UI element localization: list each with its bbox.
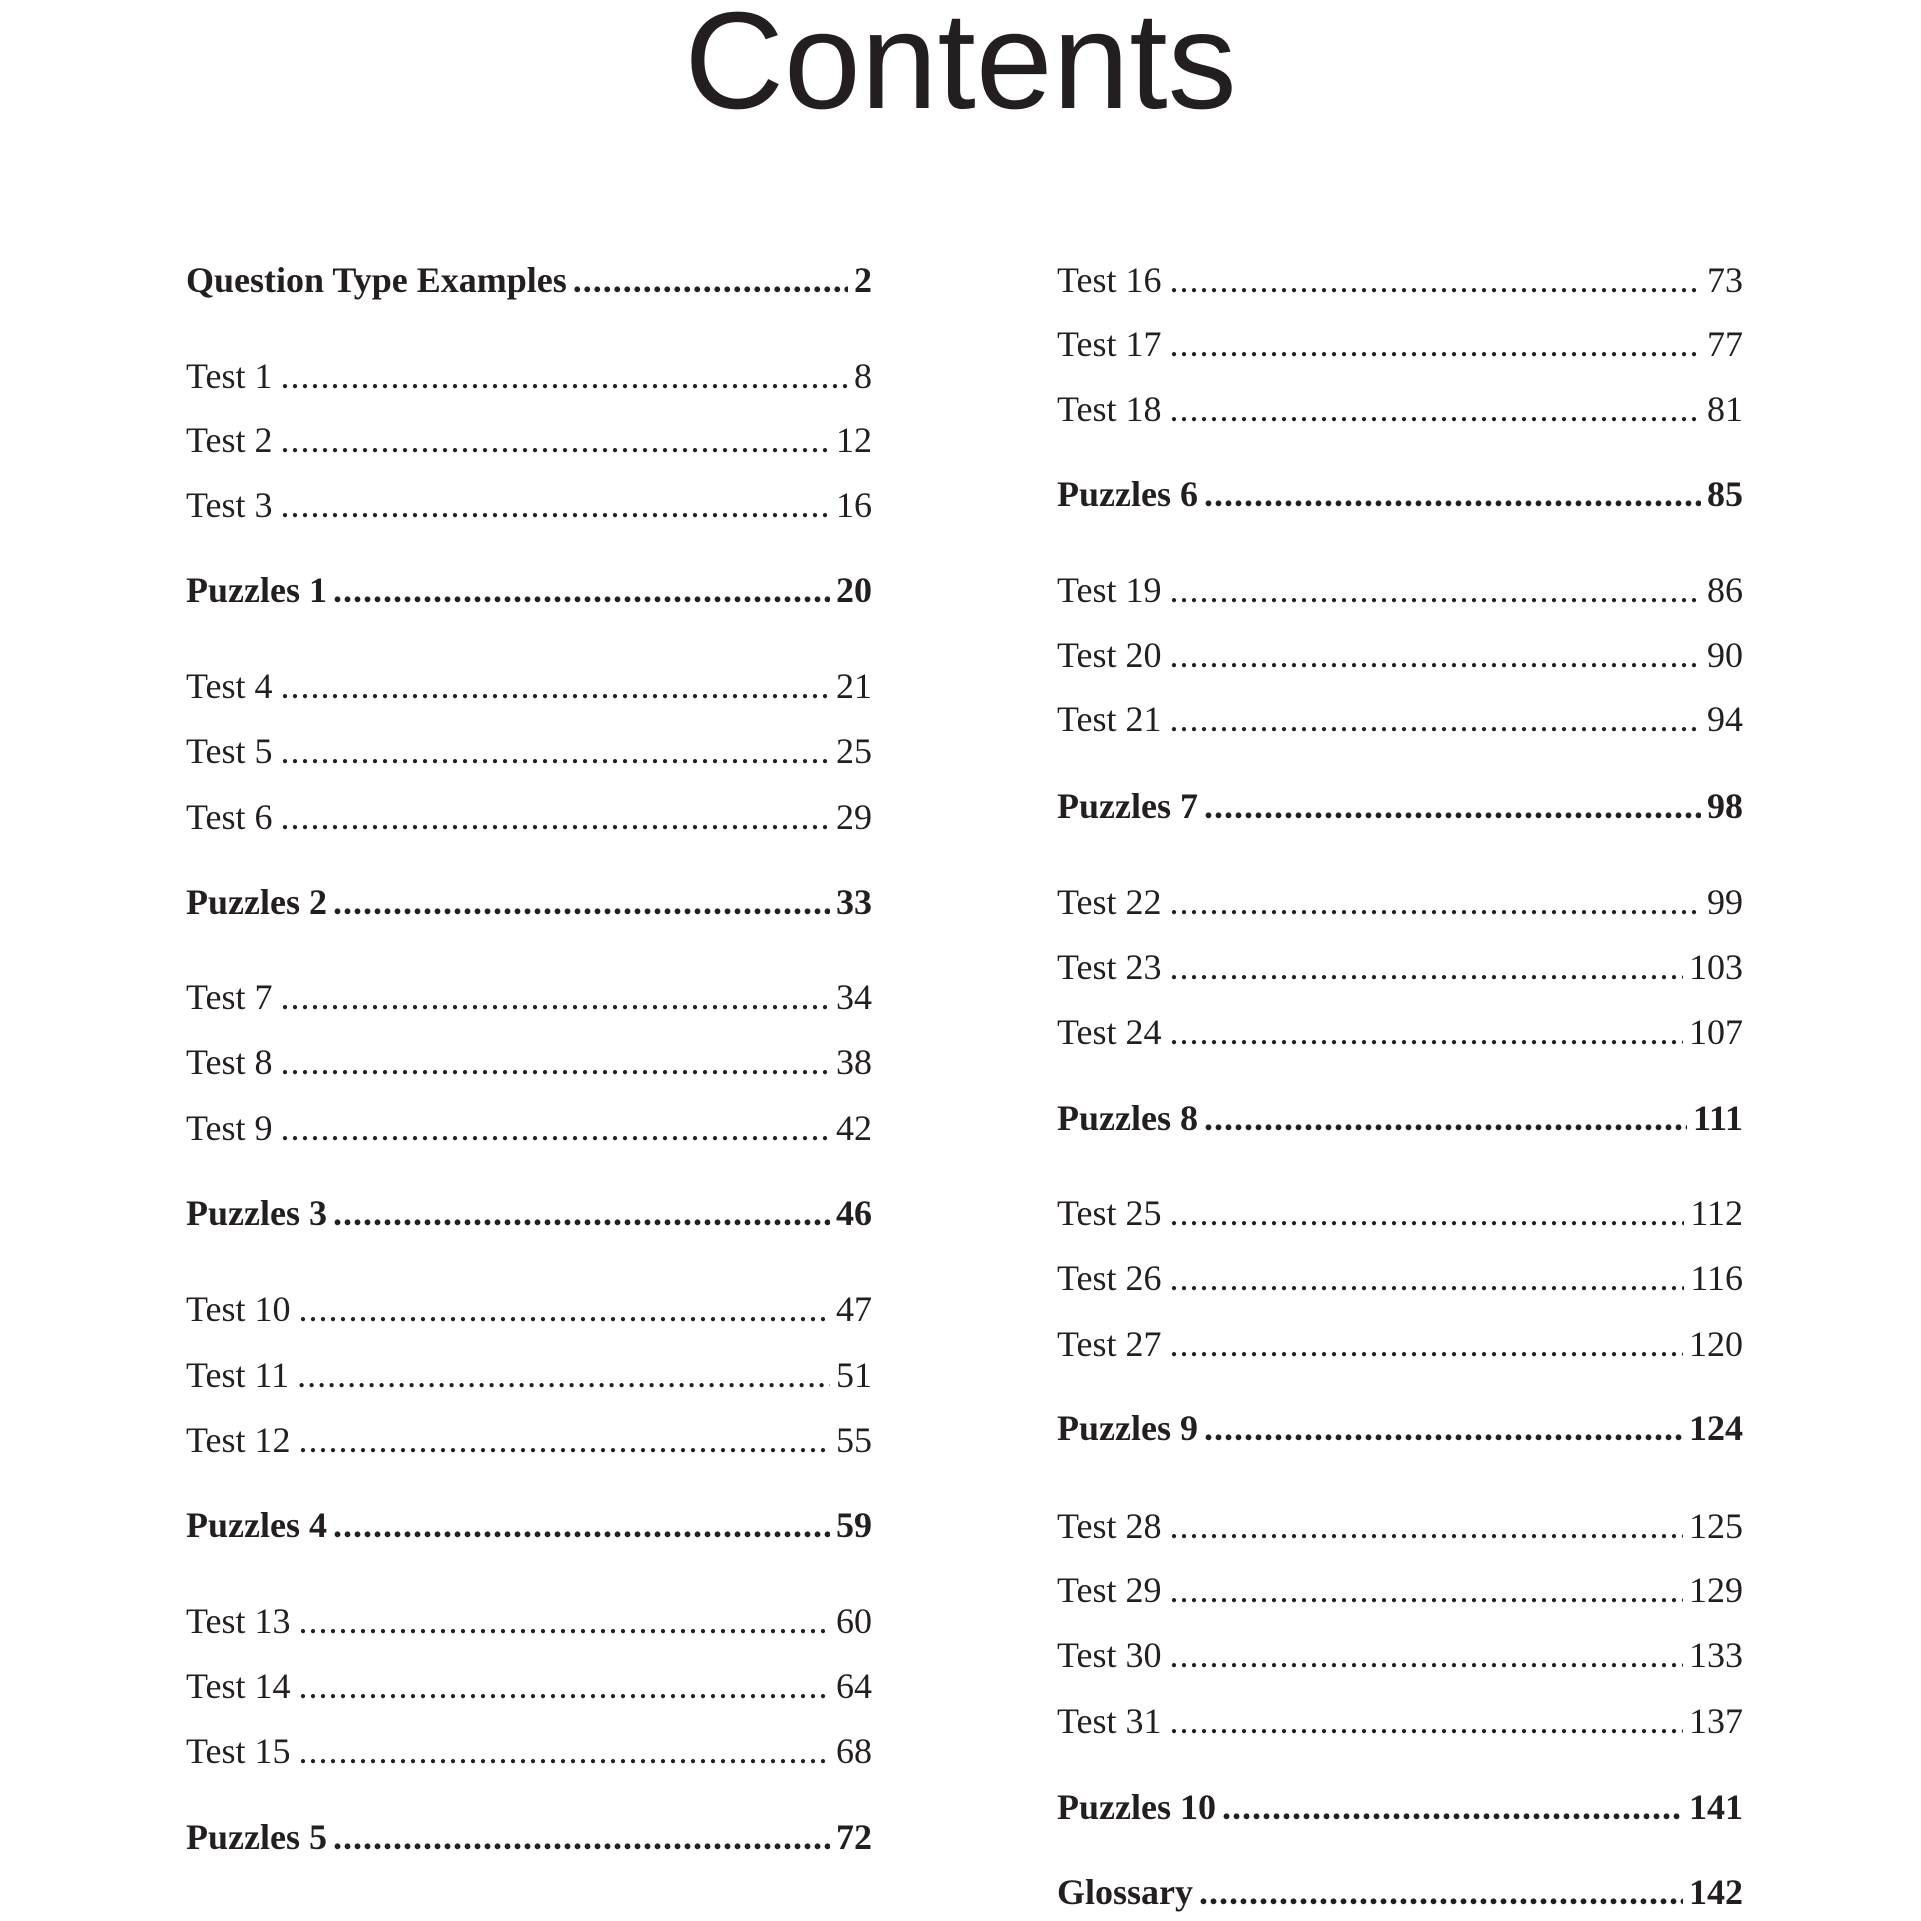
entry-title: Test 1 <box>186 356 273 396</box>
entry-title: Test 8 <box>186 1042 273 1082</box>
entry-page-number: 129 <box>1689 1570 1743 1610</box>
toc-entry[interactable] <box>1057 1630 1743 1680</box>
entry-page-number: 99 <box>1707 882 1743 922</box>
dot-leader <box>1169 1007 1683 1057</box>
toc-section-entry[interactable] <box>1057 1093 1743 1143</box>
dot-leader <box>1169 1188 1684 1238</box>
entry-title: Puzzles 10 <box>1057 1787 1216 1827</box>
entry-title: Test 30 <box>1057 1635 1162 1675</box>
dot-leader <box>333 877 830 927</box>
toc-entry[interactable] <box>1057 319 1743 369</box>
entry-page-number: 85 <box>1707 474 1743 514</box>
dot-leader <box>280 1037 830 1087</box>
dot-leader <box>298 1415 830 1465</box>
toc-entry[interactable] <box>186 1037 872 1087</box>
entry-page-number: 68 <box>836 1731 872 1771</box>
toc-entry[interactable] <box>186 661 872 711</box>
dot-leader <box>1204 1403 1683 1453</box>
entry-page-number: 111 <box>1692 1098 1743 1138</box>
dot-leader <box>1169 1319 1683 1369</box>
entry-title: Question Type Examples <box>186 260 567 300</box>
entry-page-number: 33 <box>836 882 872 922</box>
entry-page-number: 98 <box>1707 786 1743 826</box>
entry-page-number: 8 <box>854 356 872 396</box>
entry-page-number: 141 <box>1689 1787 1743 1827</box>
toc-section-entry[interactable] <box>186 255 872 305</box>
dot-leader <box>298 1596 830 1646</box>
entry-title: Puzzles 7 <box>1057 786 1198 826</box>
entry-page-number: 133 <box>1689 1635 1743 1675</box>
dot-leader <box>333 565 830 615</box>
toc-section-entry[interactable] <box>1057 781 1743 831</box>
entry-title: Test 9 <box>186 1108 273 1148</box>
toc-entry[interactable] <box>1057 1319 1743 1369</box>
entry-page-number: 29 <box>836 797 872 837</box>
entry-title: Test 21 <box>1057 699 1162 739</box>
dot-leader <box>1169 255 1701 305</box>
toc-entry[interactable] <box>186 792 872 842</box>
dot-leader <box>333 1812 830 1862</box>
entry-page-number: 2 <box>854 260 872 300</box>
entry-title: Test 15 <box>186 1731 291 1771</box>
entry-title: Puzzles 3 <box>186 1193 327 1233</box>
dot-leader <box>1169 942 1683 992</box>
entry-title: Test 2 <box>186 420 273 460</box>
entry-title: Test 22 <box>1057 882 1162 922</box>
entry-page-number: 51 <box>836 1355 872 1395</box>
entry-page-number: 25 <box>836 731 872 771</box>
entry-title: Test 20 <box>1057 635 1162 675</box>
dot-leader <box>1169 319 1701 369</box>
entry-title: Test 31 <box>1057 1701 1162 1741</box>
toc-entry[interactable] <box>186 1415 872 1465</box>
entry-title: Test 19 <box>1057 570 1162 610</box>
entry-title: Test 27 <box>1057 1324 1162 1364</box>
dot-leader <box>1222 1782 1683 1832</box>
entry-page-number: 60 <box>836 1601 872 1641</box>
entry-title: Test 5 <box>186 731 273 771</box>
entry-title: Test 14 <box>186 1666 291 1706</box>
dot-leader <box>1169 1696 1683 1746</box>
toc-entry[interactable] <box>186 1661 872 1711</box>
entry-page-number: 120 <box>1689 1324 1743 1364</box>
toc-entry[interactable] <box>186 415 872 465</box>
dot-leader <box>280 1103 830 1153</box>
entry-page-number: 46 <box>836 1193 872 1233</box>
entry-page-number: 103 <box>1689 947 1743 987</box>
toc-entry[interactable] <box>1057 1007 1743 1057</box>
entry-page-number: 21 <box>836 666 872 706</box>
entry-title: Test 29 <box>1057 1570 1162 1610</box>
dot-leader <box>280 792 830 842</box>
dot-leader <box>280 972 830 1022</box>
entry-page-number: 55 <box>836 1420 872 1460</box>
toc-entry[interactable] <box>186 1103 872 1153</box>
entry-title: Test 6 <box>186 797 273 837</box>
toc-entry[interactable] <box>1057 1565 1743 1615</box>
toc-entry[interactable] <box>186 726 872 776</box>
entry-title: Puzzles 1 <box>186 570 327 610</box>
toc-section-entry[interactable] <box>1057 1867 1743 1917</box>
entry-title: Puzzles 5 <box>186 1817 327 1857</box>
entry-page-number: 20 <box>836 570 872 610</box>
toc-entry[interactable] <box>186 1284 872 1334</box>
dot-leader <box>280 726 830 776</box>
entry-title: Test 7 <box>186 977 273 1017</box>
toc-section-entry[interactable] <box>186 1500 872 1550</box>
toc-entry[interactable] <box>186 1350 872 1400</box>
entry-title: Puzzles 9 <box>1057 1408 1198 1448</box>
entry-page-number: 38 <box>836 1042 872 1082</box>
dot-leader <box>1169 565 1701 615</box>
toc-entry[interactable] <box>1057 630 1743 680</box>
toc-entry[interactable] <box>1057 942 1743 992</box>
entry-page-number: 72 <box>836 1817 872 1857</box>
toc-entry[interactable] <box>186 1726 872 1776</box>
dot-leader <box>333 1188 830 1238</box>
entry-title: Test 26 <box>1057 1258 1162 1298</box>
dot-leader <box>333 1500 830 1550</box>
toc-entry[interactable] <box>1057 565 1743 615</box>
entry-page-number: 34 <box>836 977 872 1017</box>
dot-leader <box>1204 1093 1687 1143</box>
entry-title: Puzzles 8 <box>1057 1098 1198 1138</box>
toc-entry[interactable] <box>1057 877 1743 927</box>
toc-entry[interactable] <box>1057 384 1743 434</box>
entry-title: Puzzles 4 <box>186 1505 327 1545</box>
entry-title: Test 24 <box>1057 1012 1162 1052</box>
entry-page-number: 142 <box>1689 1872 1743 1912</box>
entry-title: Test 13 <box>186 1601 291 1641</box>
toc-entry[interactable] <box>1057 1501 1743 1551</box>
dot-leader <box>1169 1501 1683 1551</box>
entry-title: Test 28 <box>1057 1506 1162 1546</box>
dot-leader <box>1169 1565 1683 1615</box>
toc-section-entry[interactable] <box>1057 1782 1743 1832</box>
toc-entry[interactable] <box>1057 1696 1743 1746</box>
toc-entry[interactable] <box>1057 694 1743 744</box>
toc-section-entry[interactable] <box>186 565 872 615</box>
entry-title: Test 12 <box>186 1420 291 1460</box>
entry-page-number: 125 <box>1689 1506 1743 1546</box>
toc-section-entry[interactable] <box>1057 1403 1743 1453</box>
toc-entry[interactable] <box>186 1596 872 1646</box>
toc-entry[interactable] <box>1057 1188 1743 1238</box>
entry-page-number: 112 <box>1690 1193 1743 1233</box>
toc-section-entry[interactable] <box>186 1812 872 1862</box>
toc-entry[interactable] <box>186 351 872 401</box>
entry-title: Test 11 <box>186 1355 290 1395</box>
entry-page-number: 86 <box>1707 570 1743 610</box>
entry-title: Test 23 <box>1057 947 1162 987</box>
toc-entry[interactable] <box>1057 255 1743 305</box>
dot-leader <box>280 415 830 465</box>
toc-section-entry[interactable] <box>1057 469 1743 519</box>
entry-page-number: 16 <box>836 485 872 525</box>
entry-page-number: 81 <box>1707 389 1743 429</box>
toc-section-entry[interactable] <box>186 1188 872 1238</box>
entry-title: Test 4 <box>186 666 273 706</box>
entry-title: Puzzles 2 <box>186 882 327 922</box>
toc-section-entry[interactable] <box>186 877 872 927</box>
dot-leader <box>280 351 848 401</box>
entry-page-number: 124 <box>1689 1408 1743 1448</box>
dot-leader <box>298 1284 830 1334</box>
entry-page-number: 90 <box>1707 635 1743 675</box>
dot-leader <box>298 1661 830 1711</box>
dot-leader <box>1199 1867 1683 1917</box>
entry-page-number: 42 <box>836 1108 872 1148</box>
toc-entry[interactable] <box>186 480 872 530</box>
entry-title: Test 17 <box>1057 324 1162 364</box>
entry-title: Test 3 <box>186 485 273 525</box>
dot-leader <box>280 661 830 711</box>
entry-title: Test 16 <box>1057 260 1162 300</box>
entry-title: Test 10 <box>186 1289 291 1329</box>
entry-title: Puzzles 6 <box>1057 474 1198 514</box>
entry-page-number: 59 <box>836 1505 872 1545</box>
dot-leader <box>1169 877 1701 927</box>
dot-leader <box>1169 694 1701 744</box>
entry-page-number: 137 <box>1689 1701 1743 1741</box>
dot-leader <box>298 1726 830 1776</box>
dot-leader <box>1204 469 1701 519</box>
entry-page-number: 12 <box>836 420 872 460</box>
entry-page-number: 77 <box>1707 324 1743 364</box>
entry-page-number: 73 <box>1707 260 1743 300</box>
entry-page-number: 107 <box>1689 1012 1743 1052</box>
dot-leader <box>280 480 830 530</box>
dot-leader <box>1204 781 1701 831</box>
dot-leader <box>1169 1630 1683 1680</box>
entry-title: Glossary <box>1057 1872 1194 1912</box>
entry-page-number: 64 <box>836 1666 872 1706</box>
entry-page-number: 116 <box>1690 1258 1743 1298</box>
page-title: Contents <box>684 0 1237 138</box>
entry-page-number: 94 <box>1707 699 1743 739</box>
dot-leader <box>297 1350 830 1400</box>
entry-title: Test 25 <box>1057 1193 1162 1233</box>
dot-leader <box>1169 630 1701 680</box>
toc-entry[interactable] <box>1057 1253 1743 1303</box>
dot-leader <box>1169 384 1701 434</box>
toc-entry[interactable] <box>186 972 872 1022</box>
entry-title: Test 18 <box>1057 389 1162 429</box>
dot-leader <box>1169 1253 1684 1303</box>
entry-page-number: 47 <box>836 1289 872 1329</box>
dot-leader <box>573 255 848 305</box>
